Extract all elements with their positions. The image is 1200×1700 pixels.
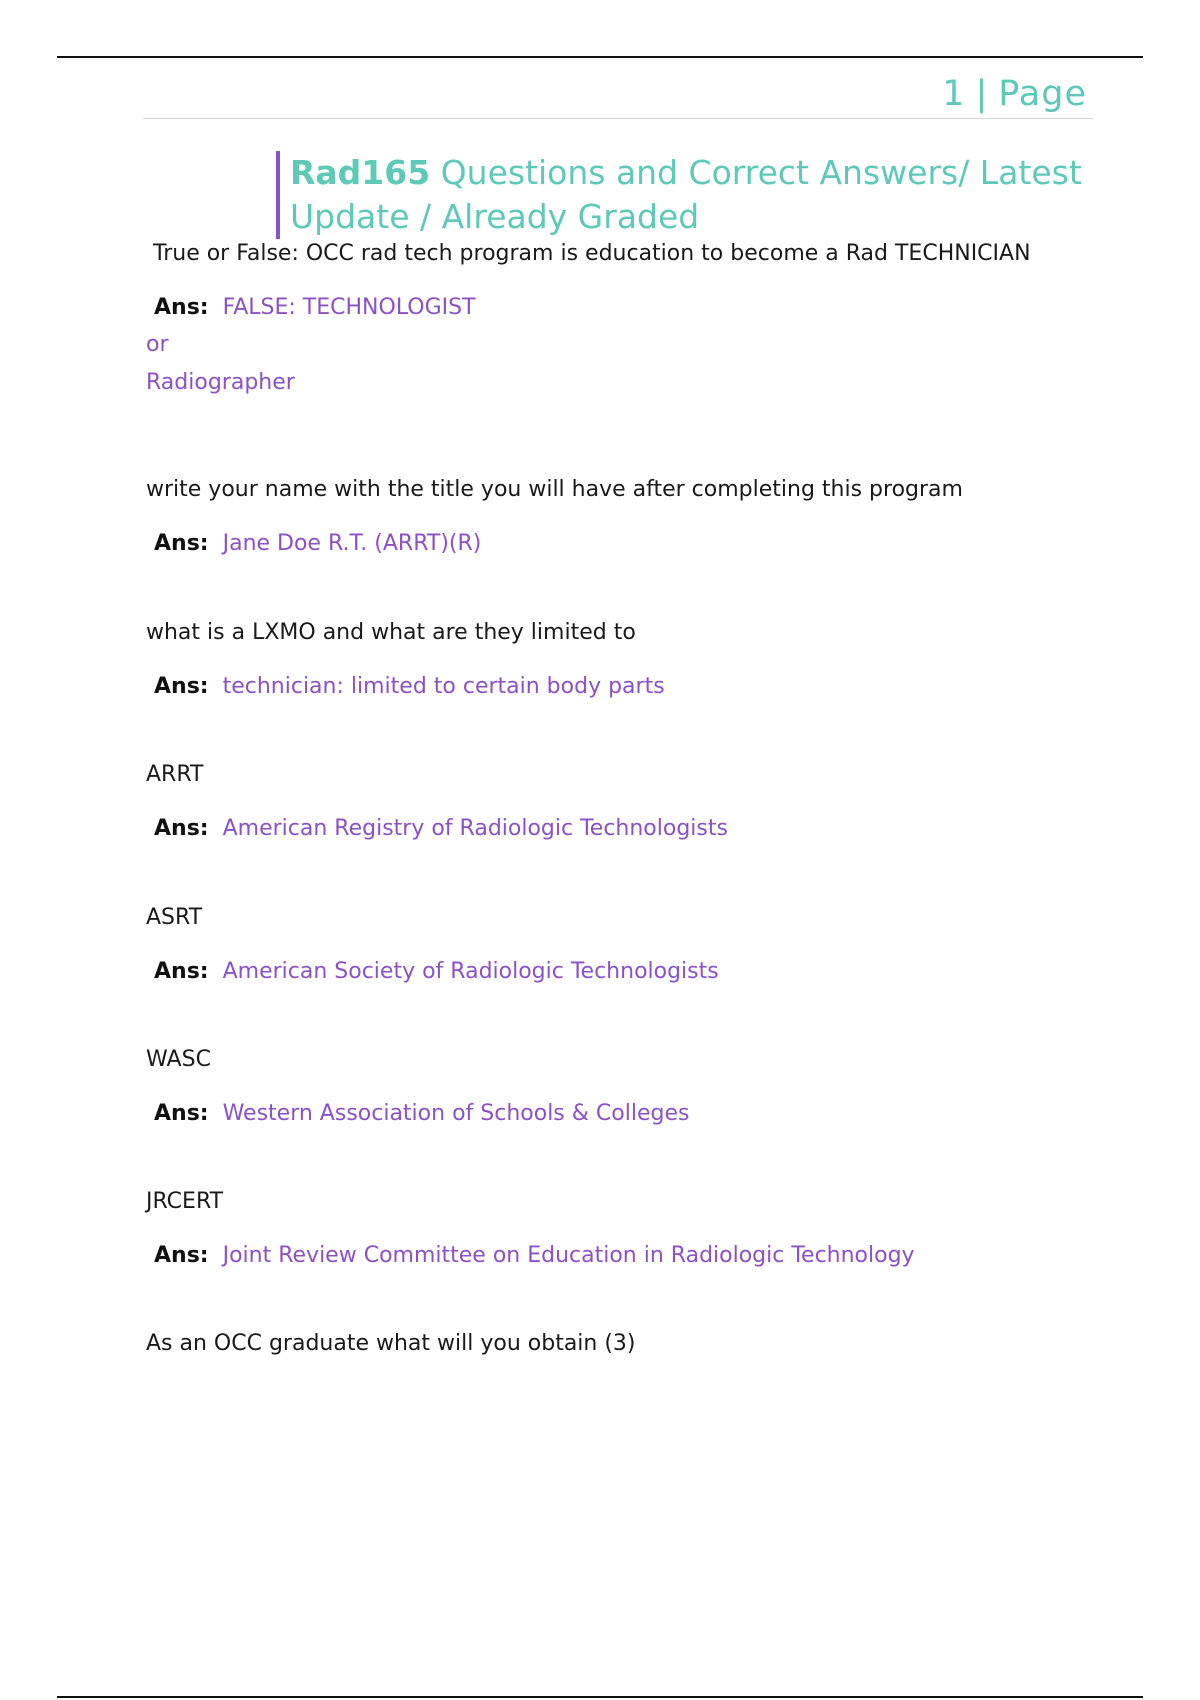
- answer-text: technician: limited to certain body parts: [222, 674, 665, 699]
- question-text: ARRT: [146, 762, 204, 787]
- answer-row: [146, 669, 1106, 705]
- question-text: write your name with the title you will have after completing this program: [146, 477, 963, 502]
- question-text: ASRT: [146, 905, 203, 930]
- spacer: [146, 847, 1106, 900]
- qa-item: [146, 236, 1106, 402]
- page-header: [143, 72, 1093, 119]
- page-number-label: [942, 74, 1087, 114]
- bottom-rule: [57, 1696, 1143, 1698]
- qa-item: [146, 900, 1106, 990]
- qa-item: [146, 1184, 1106, 1274]
- answer-label: Ans:: [154, 816, 209, 841]
- title-line-1-rest: Questions and Correct Answers/ Latest: [430, 153, 1082, 192]
- question-text: As an OCC graduate what will you obtain (3): [146, 1331, 636, 1356]
- answer-label: Ans:: [154, 531, 209, 556]
- question-text: True or False: OCC rad tech program is education to become a Rad TECHNICIAN: [153, 241, 1031, 266]
- page-number: 1: [942, 74, 966, 114]
- answer-row: [146, 526, 1106, 562]
- answer-extra-line: Radiographer: [146, 370, 295, 395]
- answer-label: Ans:: [154, 1101, 209, 1126]
- question-text: WASC: [146, 1047, 211, 1072]
- answer-row: [146, 290, 1106, 326]
- answer-row: [146, 954, 1106, 990]
- spacer: [146, 402, 1106, 472]
- spacer: [146, 562, 1106, 615]
- answer-text: Joint Review Committee on Education in Radiologic Technology: [222, 1243, 915, 1268]
- title-line-1: [290, 151, 1110, 195]
- spacer: [146, 1132, 1106, 1184]
- question-text: JRCERT: [146, 1189, 224, 1214]
- answer-text: American Society of Radiologic Technologists: [222, 959, 719, 984]
- top-rule: [57, 56, 1143, 58]
- title-line-2: Update / Already Graded: [290, 197, 700, 236]
- page-word: Page: [998, 74, 1087, 114]
- page-separator: |: [975, 74, 989, 114]
- answer-text: Western Association of Schools & Colleges: [222, 1101, 690, 1126]
- answer-text: FALSE: TECHNOLOGIST: [222, 295, 476, 320]
- answer-label: Ans:: [154, 1243, 209, 1268]
- qa-item: [146, 472, 1106, 562]
- qa-item: [146, 757, 1106, 847]
- answer-text: Jane Doe R.T. (ARRT)(R): [222, 531, 482, 556]
- answer-label: Ans:: [154, 295, 209, 320]
- spacer: [146, 990, 1106, 1042]
- answer-text: American Registry of Radiologic Technologists: [222, 816, 728, 841]
- answer-extra-line: or: [146, 332, 169, 357]
- document-title: [276, 151, 1110, 239]
- course-code: Rad165: [290, 153, 431, 192]
- spacer: [146, 705, 1106, 757]
- answer-row: [146, 1238, 1106, 1274]
- answer-row: [146, 811, 1106, 847]
- spacer: [146, 1274, 1106, 1326]
- answer-label: Ans:: [154, 959, 209, 984]
- answer-label: Ans:: [154, 674, 209, 699]
- qa-item: [146, 1042, 1106, 1132]
- answer-row: [146, 1096, 1106, 1132]
- qa-item: [146, 615, 1106, 705]
- qa-list: [146, 236, 1106, 1362]
- qa-item: [146, 1326, 1106, 1362]
- question-text: what is a LXMO and what are they limited to: [146, 620, 636, 645]
